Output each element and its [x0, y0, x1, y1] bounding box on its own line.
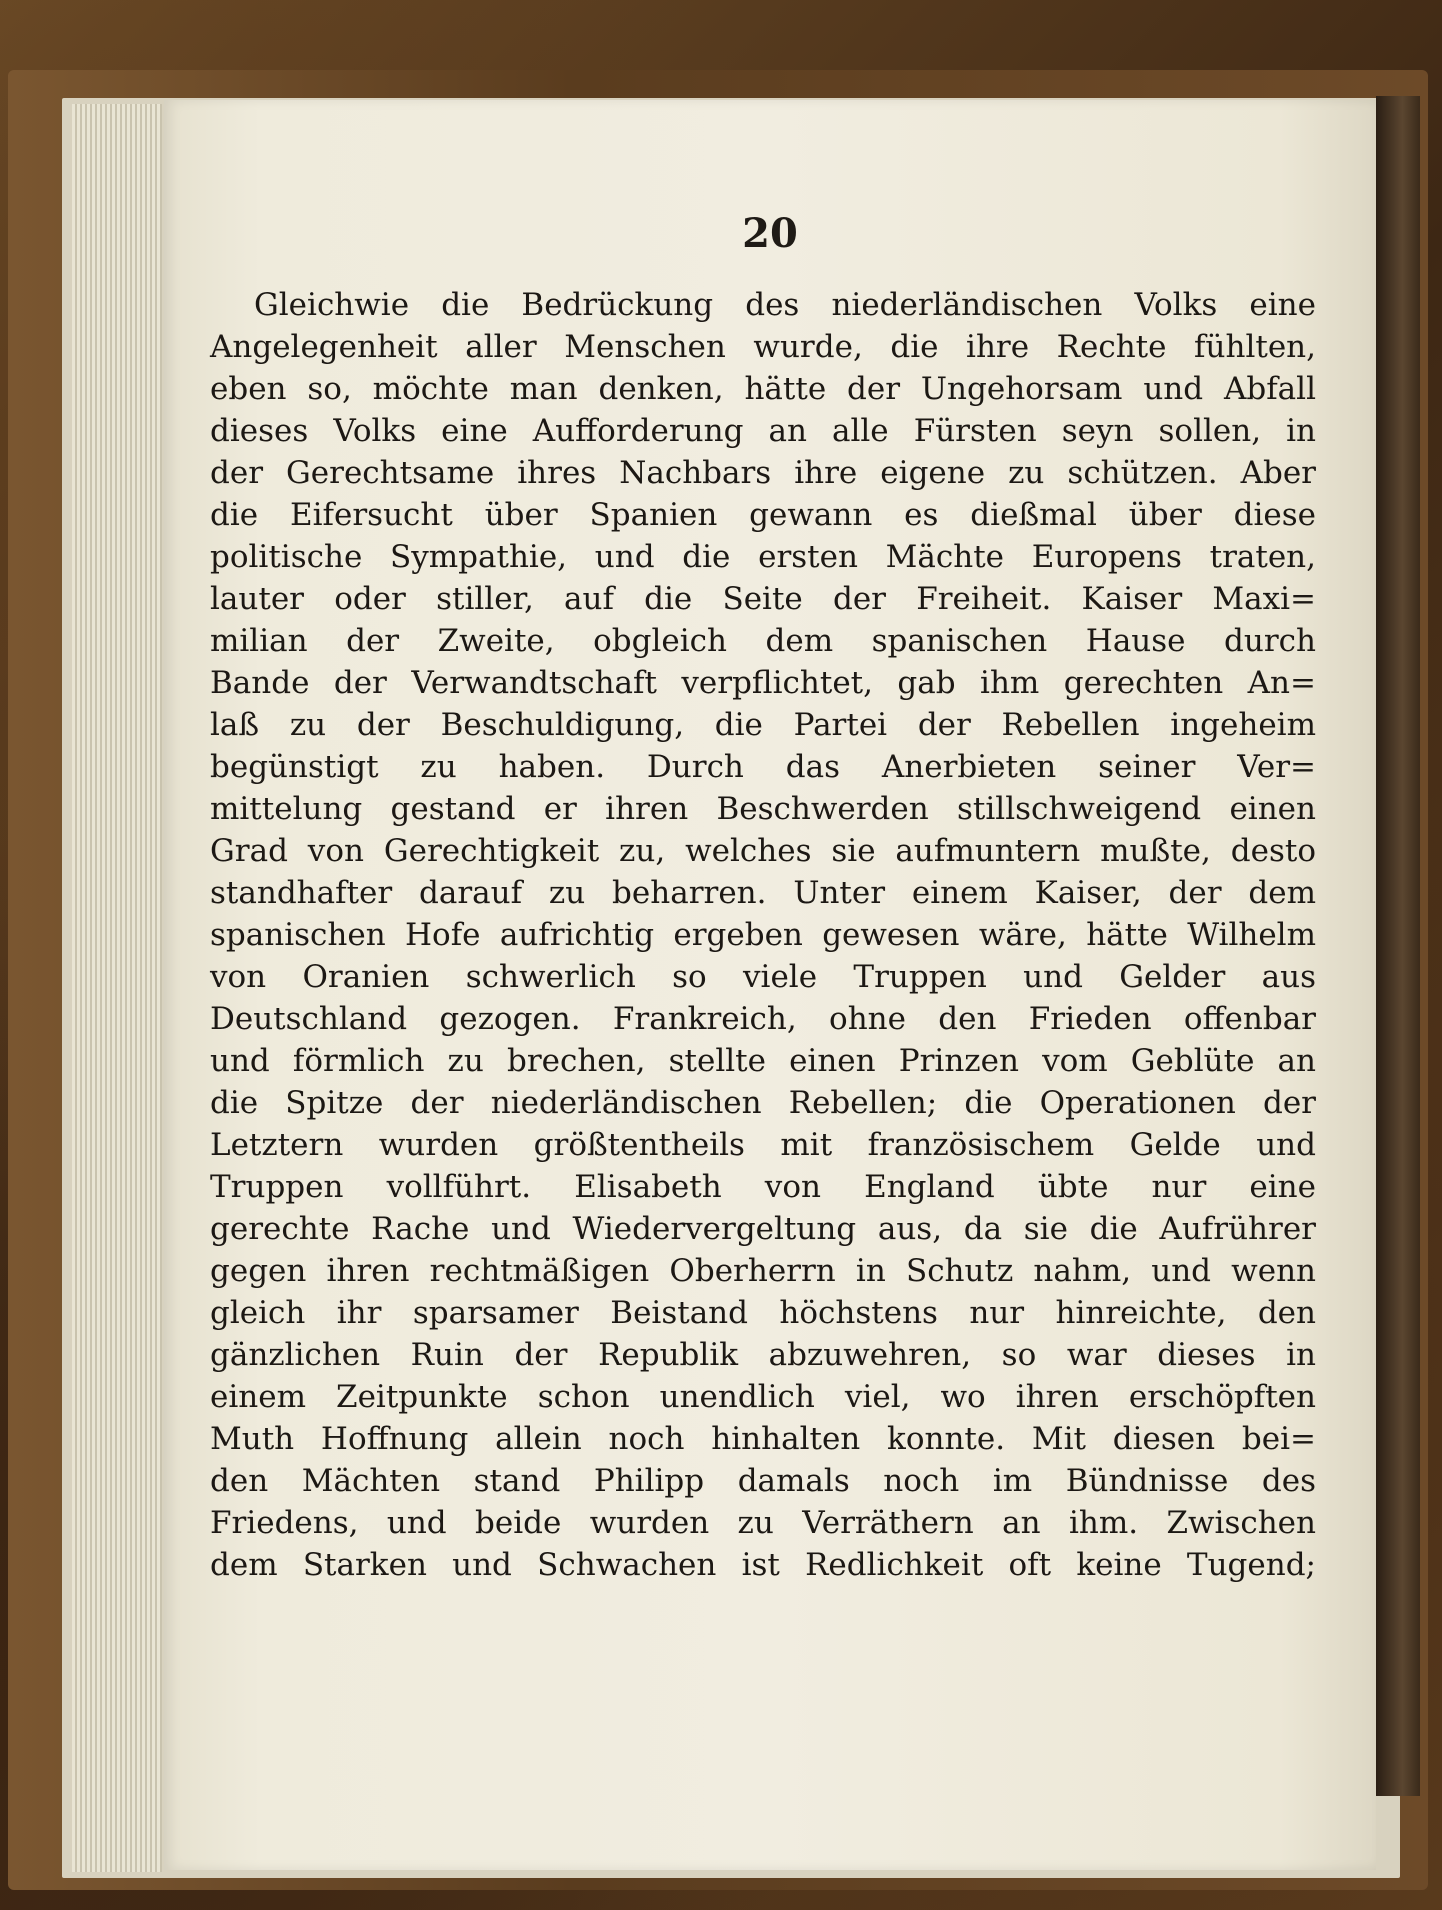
- text-line: spanischen Hofe aufrichtig ergeben gewesen wäre, hätte Wilhelm: [210, 917, 1316, 953]
- text-line: Bande der Verwandtschaft verpflichtet, gab ihm gerechten An=: [210, 665, 1316, 701]
- text-line: Truppen vollführt. Elisabeth von England übte nur eine: [210, 1169, 1316, 1205]
- text-line: den Mächten stand Philipp damals noch im Bündnisse des: [210, 1463, 1316, 1499]
- text-line: politische Sympathie, und die ersten Mächte Europens traten,: [210, 539, 1316, 575]
- text-line: und förmlich zu brechen, stellte einen Prinzen vom Geblüte an: [210, 1043, 1316, 1079]
- text-line: der Gerechtsame ihres Nachbars ihre eigene zu schützen. Aber: [210, 455, 1316, 491]
- text-line: eben so, möchte man denken, hätte der Ungehorsam und Abfall: [210, 371, 1316, 407]
- page-stack-edges: [72, 104, 162, 1872]
- text-line: gegen ihren rechtmäßigen Oberherrn in Schutz nahm, und wenn: [210, 1253, 1316, 1289]
- text-line: lauter oder stiller, auf die Seite der Freiheit. Kaiser Maxi=: [210, 581, 1316, 617]
- page-number: 20: [742, 210, 798, 257]
- text-line: dieses Volks eine Aufforderung an alle Fürsten seyn sollen, in: [210, 413, 1316, 449]
- text-line: gänzlichen Ruin der Republik abzuwehren, so war dieses in: [210, 1337, 1316, 1373]
- book-gutter: [1376, 96, 1420, 1796]
- text-line: Muth Hoffnung allein noch hinhalten konnte. Mit diesen bei=: [210, 1421, 1316, 1457]
- text-line: die Spitze der niederländischen Rebellen; die Operationen der: [210, 1085, 1316, 1121]
- text-line: Deutschland gezogen. Frankreich, ohne den Frieden offenbar: [210, 1001, 1316, 1037]
- text-line: mittelung gestand er ihren Beschwerden stillschweigend einen: [210, 791, 1316, 827]
- text-line: einem Zeitpunkte schon unendlich viel, wo ihren erschöpften: [210, 1379, 1316, 1415]
- text-line: laß zu der Beschuldigung, die Partei der Rebellen ingeheim: [210, 707, 1316, 743]
- text-line: die Eifersucht über Spanien gewann es dießmal über diese: [210, 497, 1316, 533]
- text-line: Gleichwie die Bedrückung des niederländischen Volks eine: [254, 287, 1316, 323]
- text-line: Friedens, und beide wurden zu Verräthern an ihm. Zwischen: [210, 1505, 1316, 1541]
- text-line: gleich ihr sparsamer Beistand höchstens nur hinreichte, den: [210, 1295, 1316, 1331]
- text-line: von Oranien schwerlich so viele Truppen und Gelder aus: [210, 959, 1316, 995]
- text-line: milian der Zweite, obgleich dem spanischen Hause durch: [210, 623, 1316, 659]
- text-line: Angelegenheit aller Menschen wurde, die ihre Rechte fühlten,: [210, 329, 1316, 365]
- body-text: [210, 284, 1316, 1586]
- text-line: gerechte Rache und Wiedervergeltung aus, da sie die Aufrührer: [210, 1211, 1316, 1247]
- text-line: begünstigt zu haben. Durch das Anerbieten seiner Ver=: [210, 749, 1316, 785]
- text-line: standhafter darauf zu beharren. Unter einem Kaiser, der dem: [210, 875, 1316, 911]
- text-line: Letztern wurden größtentheils mit französischem Gelde und: [210, 1127, 1316, 1163]
- text-line: dem Starken und Schwachen ist Redlichkeit oft keine Tugend;: [210, 1547, 1316, 1583]
- text-line: Grad von Gerechtigkeit zu, welches sie aufmuntern mußte, desto: [210, 833, 1316, 869]
